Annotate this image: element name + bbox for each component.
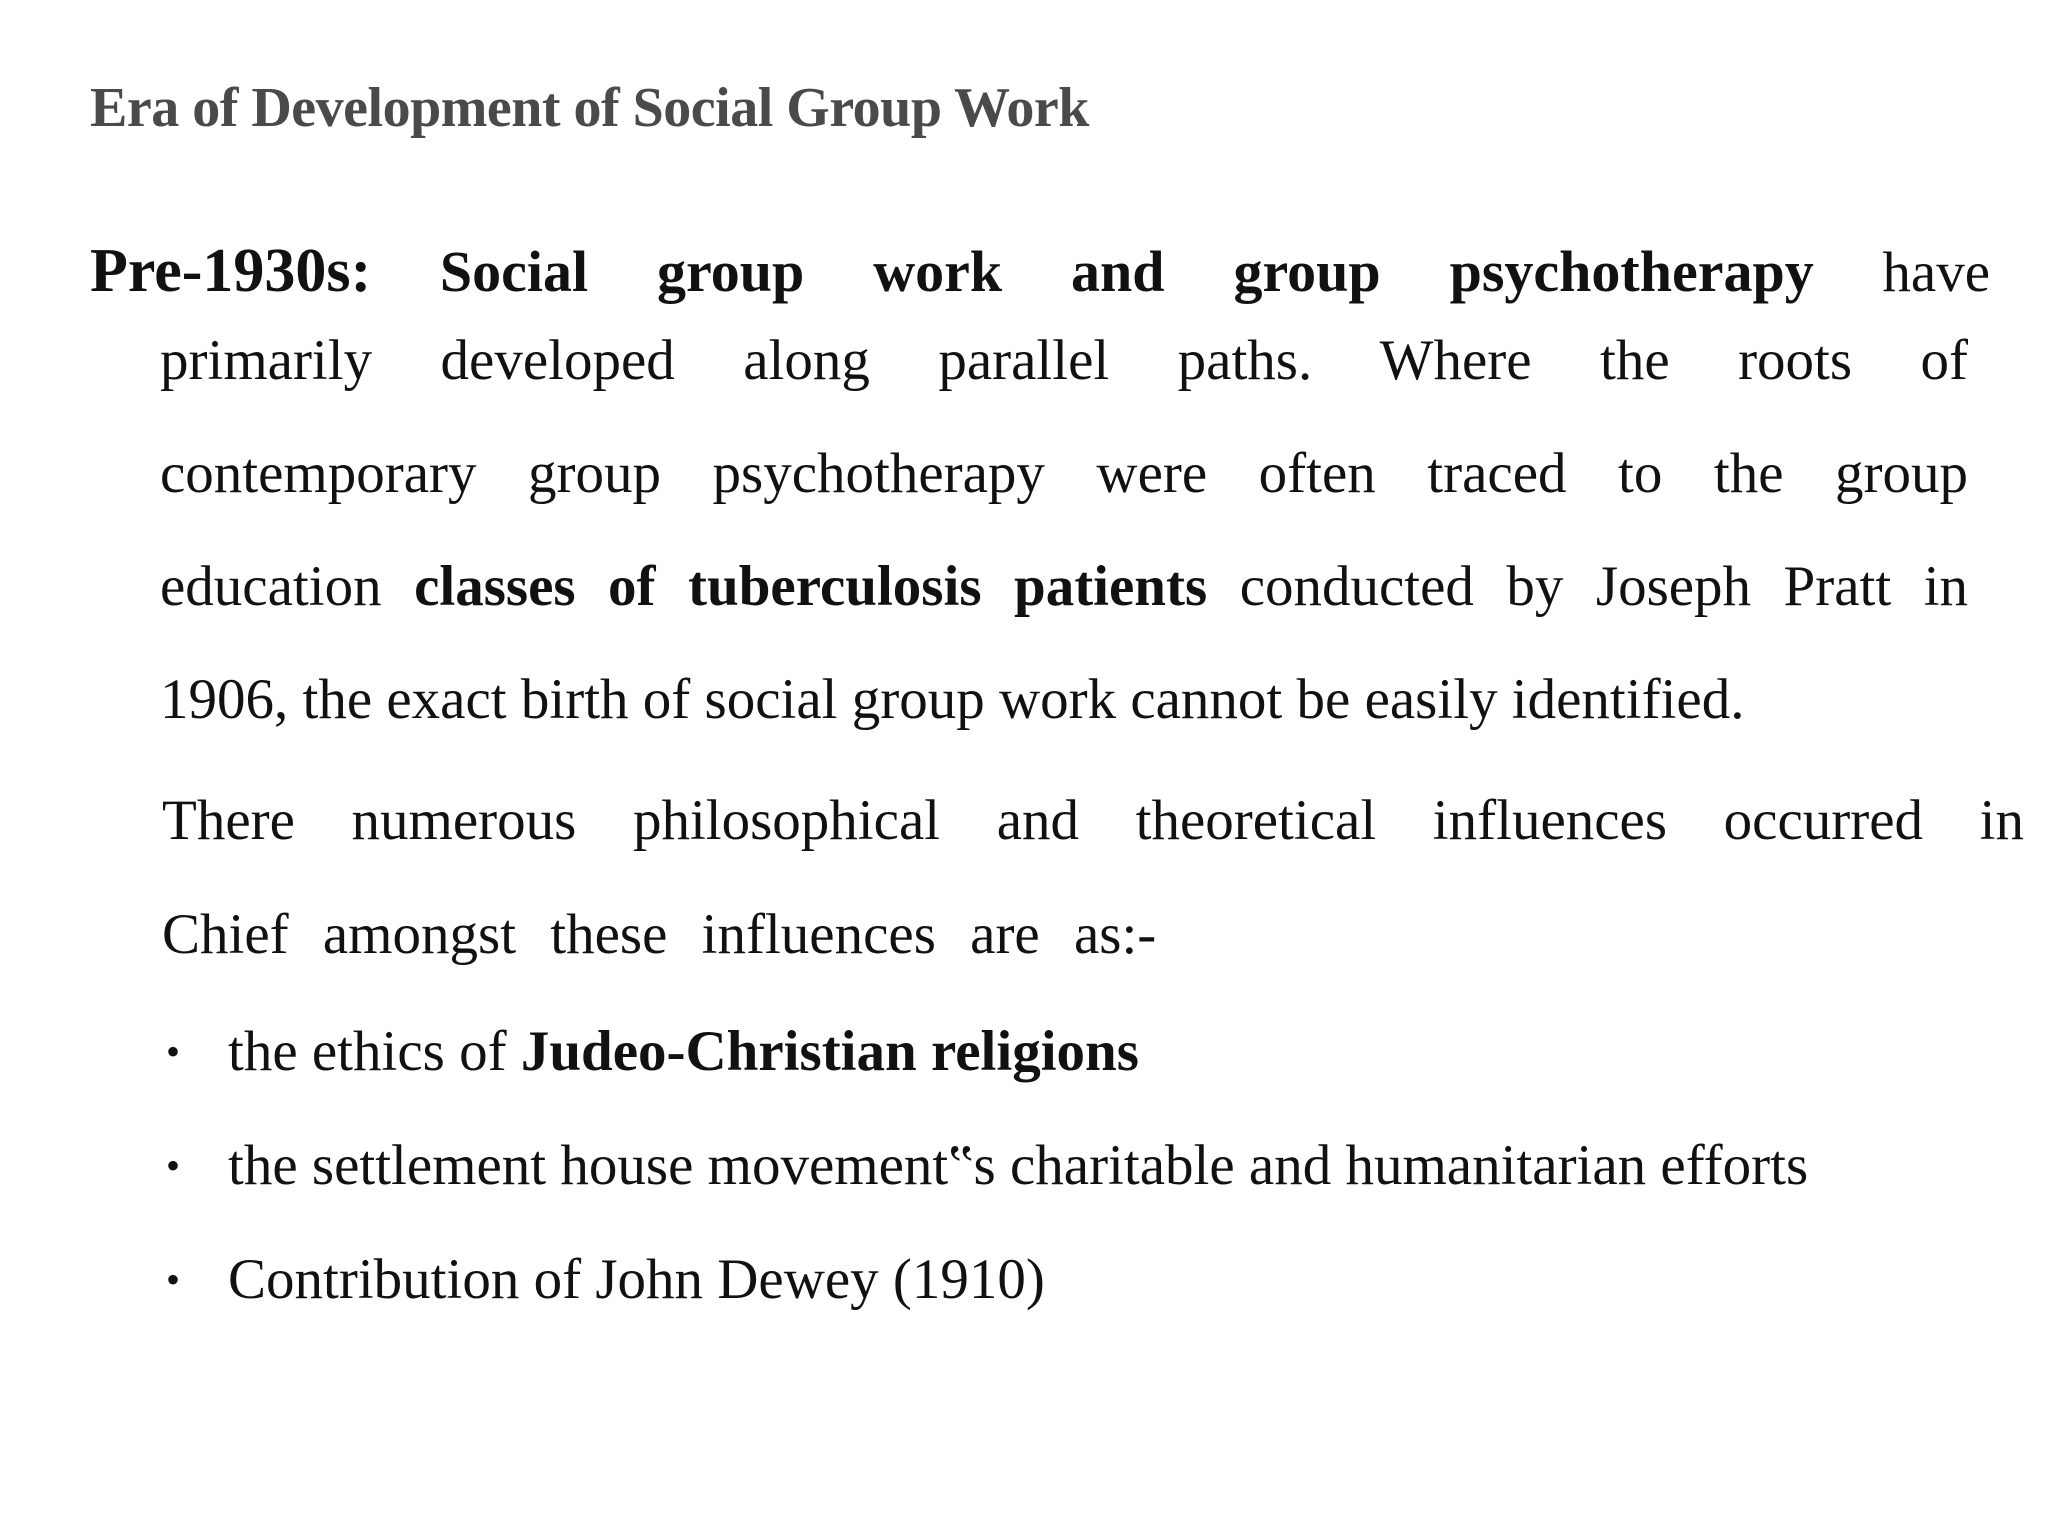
bullet-1-bold: Judeo-Christian religions (520, 1020, 1139, 1083)
bullet-icon: • (166, 1257, 181, 1302)
pre1930-line-4 (160, 554, 1968, 619)
pre1930-line-3 (160, 441, 1968, 506)
pre1930-line-3-text: contemporary group psychotherapy were often traced to the group (160, 442, 1968, 505)
bullet-3-text: Contribution of John Dewey (1910) (228, 1248, 1045, 1311)
bullet-1-pre: the ethics of (228, 1020, 521, 1083)
pre1930-bold-phrase: Social group work and group psychotherapy (439, 239, 1814, 304)
influences-line-1-text: There numerous philosophical and theoretical influences occurred in (162, 789, 2024, 852)
pre1930-line-4-bold: classes of tuberculosis patients (414, 555, 1208, 618)
pre1930-line-1 (90, 236, 1990, 307)
pre1930-line-5-text: 1906, the exact birth of social group work cannot be easily identified. (160, 668, 1745, 731)
bullet-2-text: the settlement house movement‟s charitable and humanitarian efforts (228, 1134, 1809, 1197)
pre1930-after-bold: have (1882, 241, 1991, 304)
pre1930-line-4-pre: education (160, 555, 382, 618)
bullet-icon: • (166, 1143, 181, 1188)
influences-line-2-text: Chief amongst these influences are as:- (162, 903, 1157, 966)
pre1930-label: Pre-1930s: (90, 237, 372, 305)
bullet-icon: • (166, 1029, 181, 1074)
influences-line-1 (162, 788, 2024, 853)
influences-line-2 (162, 902, 1156, 967)
pre1930-line-4-post: conducted by Joseph Pratt in (1239, 555, 1969, 618)
pre1930-line-2-text: primarily developed along parallel paths. Where the roots of (160, 329, 1968, 392)
slide-title: Era of Development of Social Group Work (90, 77, 1089, 139)
pre1930-line-2 (160, 328, 1968, 393)
pre1930-line-5 (160, 667, 1744, 732)
